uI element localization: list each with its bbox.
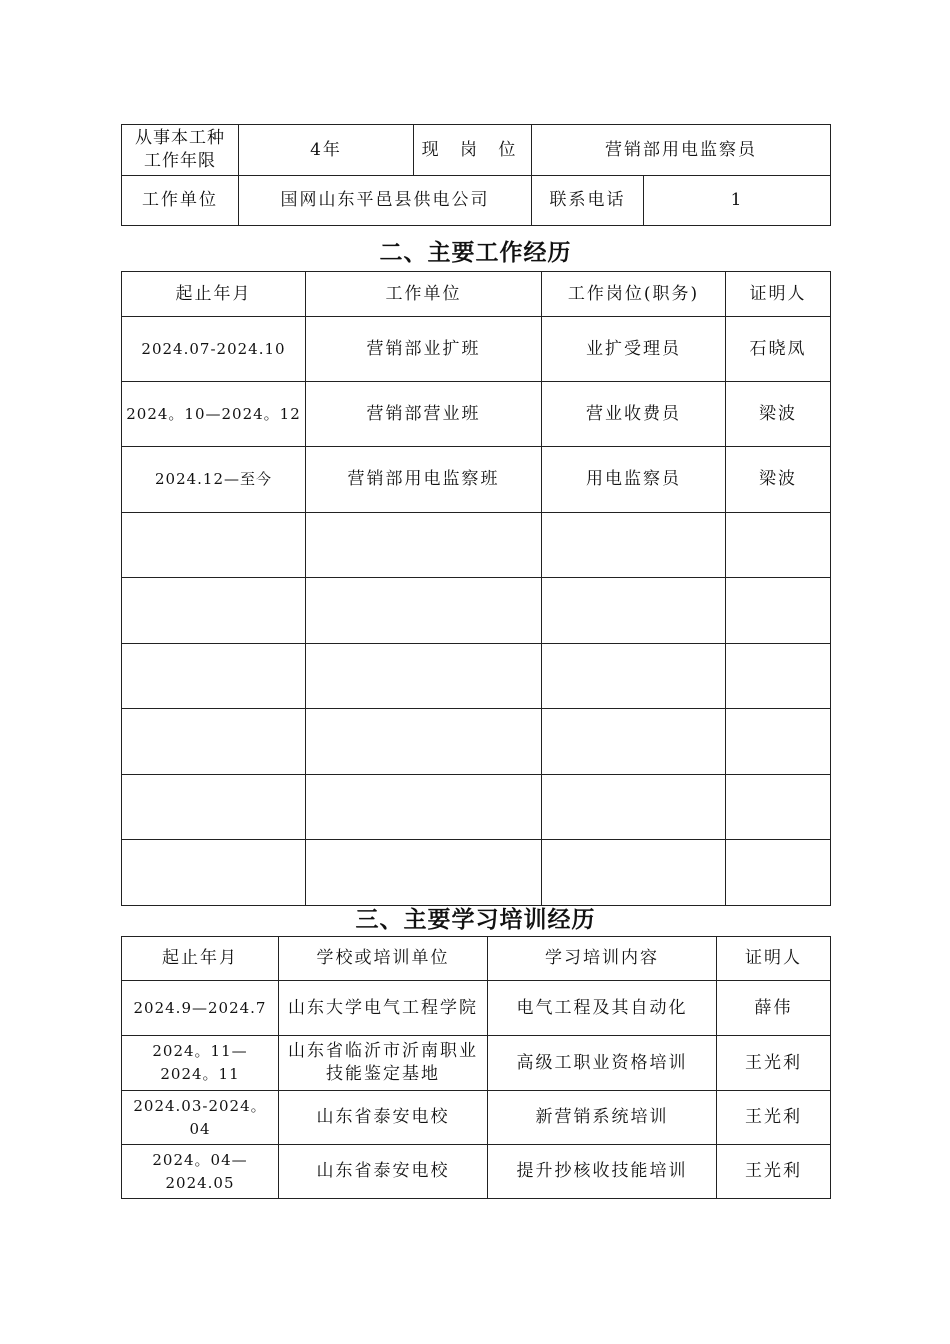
basic-info-table [121,124,831,226]
years-value: 4年 [239,125,414,176]
table-cell [726,578,831,644]
table-cell [122,840,306,906]
table-cell: 山东省泰安电校 [279,1145,488,1199]
table-cell: 2024。04—2024.05 [122,1145,279,1199]
table-cell: 2024.03-2024。04 [122,1091,279,1145]
table-cell: 新营销系统培训 [488,1091,717,1145]
phone-value: 1 [644,176,831,226]
table-cell: 王光利 [717,1145,831,1199]
table-cell: 王光利 [717,1036,831,1091]
header-row [122,937,831,981]
table-row [122,317,831,382]
table-cell: 2024。11—2024。11 [122,1036,279,1091]
years-label: 从事本工种工作年限 [122,125,239,176]
column-header: 证明人 [726,272,831,317]
column-header: 证明人 [717,937,831,981]
table-row [122,981,831,1036]
info-row-employer [122,176,831,226]
column-header: 起止年月 [122,272,306,317]
table-cell: 2024.07-2024.10 [122,317,306,382]
study-history-title: 三、主要学习培训经历 [355,906,596,933]
table-cell [542,644,726,709]
table-cell [306,840,542,906]
table-cell [726,775,831,840]
table-row [122,1036,831,1091]
column-header: 起止年月 [122,937,279,981]
table-cell [542,709,726,775]
info-row-years [122,125,831,176]
table-cell: 营业收费员 [542,382,726,447]
table-cell: 营销部用电监察班 [306,447,542,513]
study-history-table [121,936,831,1199]
table-cell [542,578,726,644]
table-row [122,775,831,840]
table-cell: 薛伟 [717,981,831,1036]
table-row [122,1091,831,1145]
table-cell [726,644,831,709]
position-label: 现 岗 位 [414,125,532,176]
column-header: 学习培训内容 [488,937,717,981]
table-row [122,644,831,709]
table-cell: 石晓凤 [726,317,831,382]
table-cell: 山东省泰安电校 [279,1091,488,1145]
employer-label: 工作单位 [122,176,239,226]
table-cell [306,709,542,775]
table-cell: 梁波 [726,447,831,513]
table-cell [122,578,306,644]
table-cell [726,709,831,775]
table-cell [542,840,726,906]
table-cell [726,513,831,578]
work-history-table [121,271,831,906]
table-cell: 营销部营业班 [306,382,542,447]
table-cell: 电气工程及其自动化 [488,981,717,1036]
column-header: 工作岗位(职务) [542,272,726,317]
table-cell [306,775,542,840]
table-row [122,578,831,644]
table-cell: 用电监察员 [542,447,726,513]
table-cell [542,513,726,578]
table-cell [122,513,306,578]
table-cell: 营销部业扩班 [306,317,542,382]
table-cell: 2024。10—2024。12 [122,382,306,447]
table-cell [122,709,306,775]
table-cell [542,775,726,840]
column-header: 学校或培训单位 [279,937,488,981]
table-cell [726,840,831,906]
table-cell: 提升抄核收技能培训 [488,1145,717,1199]
phone-label: 联系电话 [532,176,644,226]
position-value: 营销部用电监察员 [532,125,831,176]
work-history-title: 二、主要工作经历 [379,239,572,266]
table-row [122,840,831,906]
table-cell: 2024.9—2024.7 [122,981,279,1036]
table-cell [306,513,542,578]
column-header: 工作单位 [306,272,542,317]
table-row [122,513,831,578]
table-cell: 王光利 [717,1091,831,1145]
table-cell: 山东省临沂市沂南职业技能鉴定基地 [279,1036,488,1091]
table-cell: 2024.12—至今 [122,447,306,513]
table-row [122,709,831,775]
table-cell: 高级工职业资格培训 [488,1036,717,1091]
header-row [122,272,831,317]
table-row [122,382,831,447]
table-cell [306,578,542,644]
table-row [122,1145,831,1199]
table-cell [306,644,542,709]
table-cell [122,644,306,709]
table-cell: 山东大学电气工程学院 [279,981,488,1036]
employer-value: 国网山东平邑县供电公司 [239,176,532,226]
table-cell [122,775,306,840]
table-cell: 梁波 [726,382,831,447]
table-row [122,447,831,513]
table-cell: 业扩受理员 [542,317,726,382]
